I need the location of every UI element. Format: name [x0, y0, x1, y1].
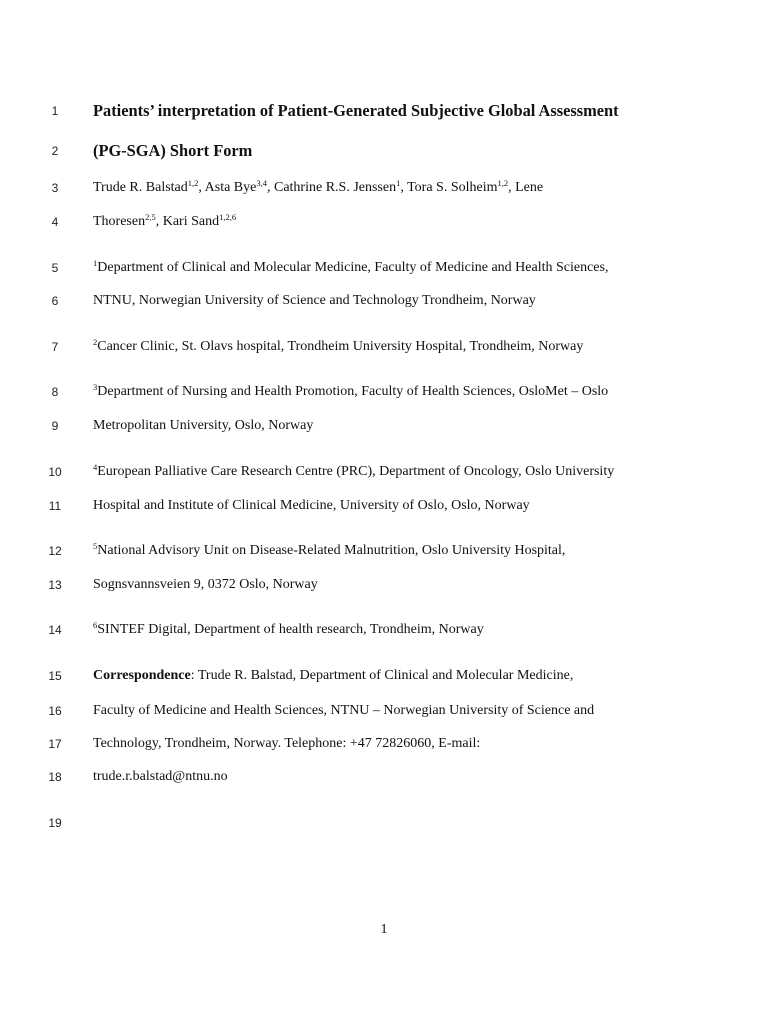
- affiliation-sup: 4: [93, 462, 98, 472]
- line-number: 9: [51, 419, 59, 433]
- author-name: Asta Bye: [204, 180, 257, 195]
- line-number: 1: [51, 104, 59, 118]
- affiliation-2-line-1: [0, 337, 768, 357]
- affiliation-5-line-1: [0, 541, 768, 561]
- line-number: 2: [51, 144, 59, 158]
- correspondence-line-2: [0, 701, 768, 721]
- affiliation-continued: Metropolitan University, Oslo, Norway: [93, 418, 314, 433]
- line-number: 17: [48, 737, 62, 751]
- affiliation: $^1$Department of Clinical and Molecular Medicine, Faculty of Medicine and Health Sciences,: [93, 258, 609, 275]
- line-number: 15: [48, 669, 62, 683]
- line-number: 7: [51, 340, 59, 354]
- affiliation-1-line-1: [0, 258, 768, 278]
- line-number: 10: [48, 465, 62, 479]
- correspondence-email: trude.r.balstad@ntnu.no: [93, 769, 228, 784]
- affiliation-3-line-2: [0, 416, 768, 436]
- affiliation-sup: 6: [93, 620, 98, 630]
- author-affiliation-sup: 1,2: [497, 178, 509, 188]
- author-name: Thoresen: [93, 214, 146, 229]
- author-affiliation-sup: 1,2: [187, 178, 199, 188]
- author-name: Tora S. Solheim: [407, 180, 498, 195]
- correspondence-line-3: [0, 734, 768, 754]
- line-number: 13: [48, 578, 62, 592]
- line-number: 6: [51, 294, 59, 308]
- affiliation-sup: 5: [93, 541, 98, 551]
- author-affiliation-sup: 3,4: [256, 178, 267, 188]
- line-number: 18: [48, 770, 62, 784]
- affiliation: $^3$Department of Nursing and Health Promotion, Faculty of Health Sciences, OsloMet – Oslo: [93, 382, 609, 399]
- paper-title-continued: (PG-SGA) Short Form: [93, 141, 253, 160]
- authors-line-1: [0, 178, 768, 198]
- line-number: 8: [51, 385, 59, 399]
- affiliation-1-line-2: [0, 291, 768, 311]
- title-line-2: [0, 141, 768, 161]
- author-name: Trude R. Balstad: [93, 180, 188, 195]
- affiliation-6-line-1: [0, 620, 768, 640]
- correspondence-continued: Faculty of Medicine and Health Sciences, NTNU – Norwegian University of Science and: [93, 703, 595, 718]
- line-number: 3: [51, 181, 59, 195]
- title-line-1: [0, 101, 768, 121]
- affiliation-4-line-1: [0, 462, 768, 482]
- affiliation: $^5$National Advisory Unit on Disease-Related Malnutrition, Oslo University Hospital,: [93, 541, 566, 558]
- authors-line-2: [0, 212, 768, 232]
- author-name: Kari Sand: [162, 214, 220, 229]
- line-number: 16: [48, 704, 62, 718]
- affiliation-5-line-2: [0, 575, 768, 595]
- affiliation-continued: Sognsvannsveien 9, 0372 Oslo, Norway: [93, 577, 318, 592]
- affiliation: $^4$European Palliative Care Research Centre (PRC), Department of Oncology, Oslo University: [93, 462, 615, 479]
- correspondence-label: Correspondence: [93, 668, 191, 683]
- line-number: 5: [51, 261, 59, 275]
- author-name: Lene: [515, 180, 544, 195]
- page-number: 1: [380, 922, 388, 937]
- empty-line: [0, 813, 768, 833]
- line-number: 11: [48, 499, 62, 513]
- author-name: Cathrine R.S. Jenssen: [273, 180, 397, 195]
- paper-title: Patients’ interpretation of Patient-Generated Subjective Global Assessment: [93, 101, 619, 120]
- correspondence-continued: Technology, Trondheim, Norway. Telephone: +47 72826060, E-mail:: [93, 736, 481, 751]
- correspondence-line-4: [0, 767, 768, 787]
- affiliation-4-line-2: [0, 496, 768, 516]
- affiliation-continued: Hospital and Institute of Clinical Medicine, University of Oslo, Oslo, Norway: [93, 498, 530, 513]
- affiliation-continued: NTNU, Norwegian University of Science and Technology Trondheim, Norway: [93, 293, 536, 308]
- author-list-continued: Thoresen$^{2,5}$, Kari Sand$^{1,2,6}$: [93, 212, 237, 229]
- affiliation-sup: 3: [93, 382, 98, 392]
- line-number: 12: [48, 544, 62, 558]
- affiliation-sup: 1: [93, 258, 98, 268]
- author-affiliation-sup: 1: [396, 178, 401, 188]
- affiliation: $^2$Cancer Clinic, St. Olavs hospital, Trondheim University Hospital, Trondheim, Norway: [93, 337, 584, 354]
- correspondence: Correspondence: Trude R. Balstad, Department of Clinical and Molecular Medicine,: [93, 668, 574, 683]
- author-affiliation-sup: 2,5: [145, 212, 156, 222]
- line-number: 19: [48, 816, 62, 830]
- affiliation-sup: 2: [93, 337, 98, 347]
- affiliation-3-line-1: [0, 382, 768, 402]
- author-affiliation-sup: 1,2,6: [219, 212, 237, 222]
- correspondence-line-1: [0, 666, 768, 686]
- author-list: Trude R. Balstad$^{1,2}$, Asta Bye$^{3,4}$, Cathrine R.S. Jenssen$^1$, Tora S. Solheim$^{1,2}$, Lene: [93, 178, 544, 195]
- affiliation: $^6$SINTEF Digital, Department of health research, Trondheim, Norway: [93, 620, 484, 637]
- line-number: 4: [51, 215, 59, 229]
- line-number: 14: [48, 623, 62, 637]
